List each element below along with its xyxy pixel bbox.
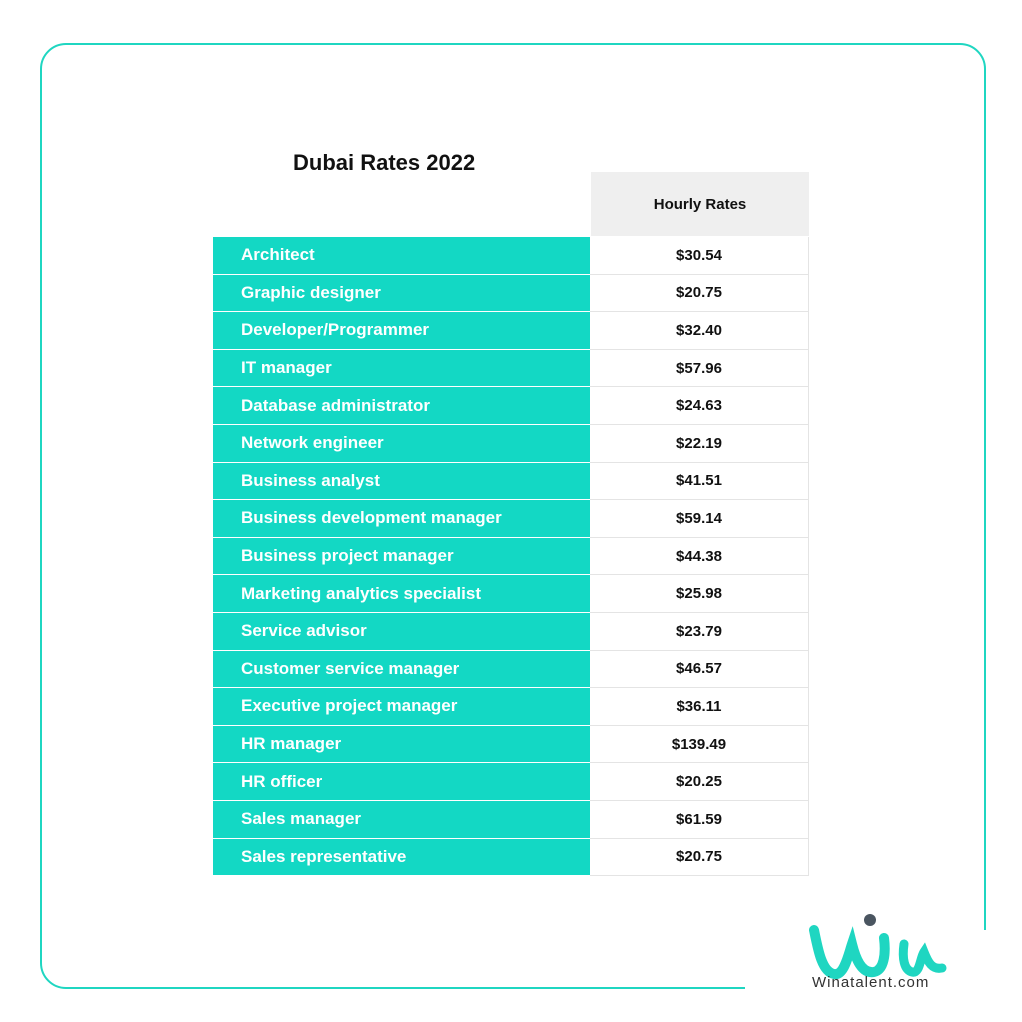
row-value: $23.79 [590, 613, 809, 651]
row-label: Business project manager [213, 538, 590, 576]
row-label: Sales representative [213, 839, 590, 877]
row-label: Developer/Programmer [213, 312, 590, 350]
table-row [213, 463, 809, 501]
row-value: $20.25 [590, 763, 809, 801]
table-row [213, 350, 809, 388]
row-value: $57.96 [590, 350, 809, 388]
row-label: Marketing analytics specialist [213, 575, 590, 613]
row-label: Service advisor [213, 613, 590, 651]
table-row [213, 538, 809, 576]
row-value: $32.40 [590, 312, 809, 350]
row-value: $139.49 [590, 726, 809, 764]
column-header-hourly-rates: Hourly Rates [591, 172, 809, 236]
brand-site-text: Winatalent.com [812, 974, 930, 991]
row-value: $41.51 [590, 463, 809, 501]
table-row [213, 387, 809, 425]
logo-n-stroke [903, 944, 942, 972]
row-label: Business development manager [213, 500, 590, 538]
row-label: Executive project manager [213, 688, 590, 726]
table-row [213, 763, 809, 801]
table-row [213, 312, 809, 350]
row-label: Network engineer [213, 425, 590, 463]
logo-dot [864, 914, 876, 926]
table-row [213, 726, 809, 764]
row-label: Customer service manager [213, 651, 590, 689]
row-label: IT manager [213, 350, 590, 388]
row-label: HR manager [213, 726, 590, 764]
table-row [213, 839, 809, 877]
row-value: $20.75 [590, 839, 809, 877]
row-label: Business analyst [213, 463, 590, 501]
table-row [213, 575, 809, 613]
row-value: $20.75 [590, 275, 809, 313]
row-label: Graphic designer [213, 275, 590, 313]
row-value: $44.38 [590, 538, 809, 576]
table-row [213, 688, 809, 726]
row-label: Database administrator [213, 387, 590, 425]
table-row [213, 651, 809, 689]
row-label: Sales manager [213, 801, 590, 839]
row-value: $61.59 [590, 801, 809, 839]
table-row [213, 613, 809, 651]
rates-table [213, 237, 809, 876]
row-value: $30.54 [590, 237, 809, 275]
table-row [213, 500, 809, 538]
row-value: $25.98 [590, 575, 809, 613]
row-value: $24.63 [590, 387, 809, 425]
table-row [213, 275, 809, 313]
table-row [213, 801, 809, 839]
table-row [213, 425, 809, 463]
row-value: $59.14 [590, 500, 809, 538]
chart-title: Dubai Rates 2022 [293, 150, 476, 175]
row-value: $22.19 [590, 425, 809, 463]
row-label: Architect [213, 237, 590, 275]
table-row [213, 237, 809, 275]
row-value: $46.57 [590, 651, 809, 689]
row-label: HR officer [213, 763, 590, 801]
row-value: $36.11 [590, 688, 809, 726]
logo-w-stroke [814, 930, 885, 974]
